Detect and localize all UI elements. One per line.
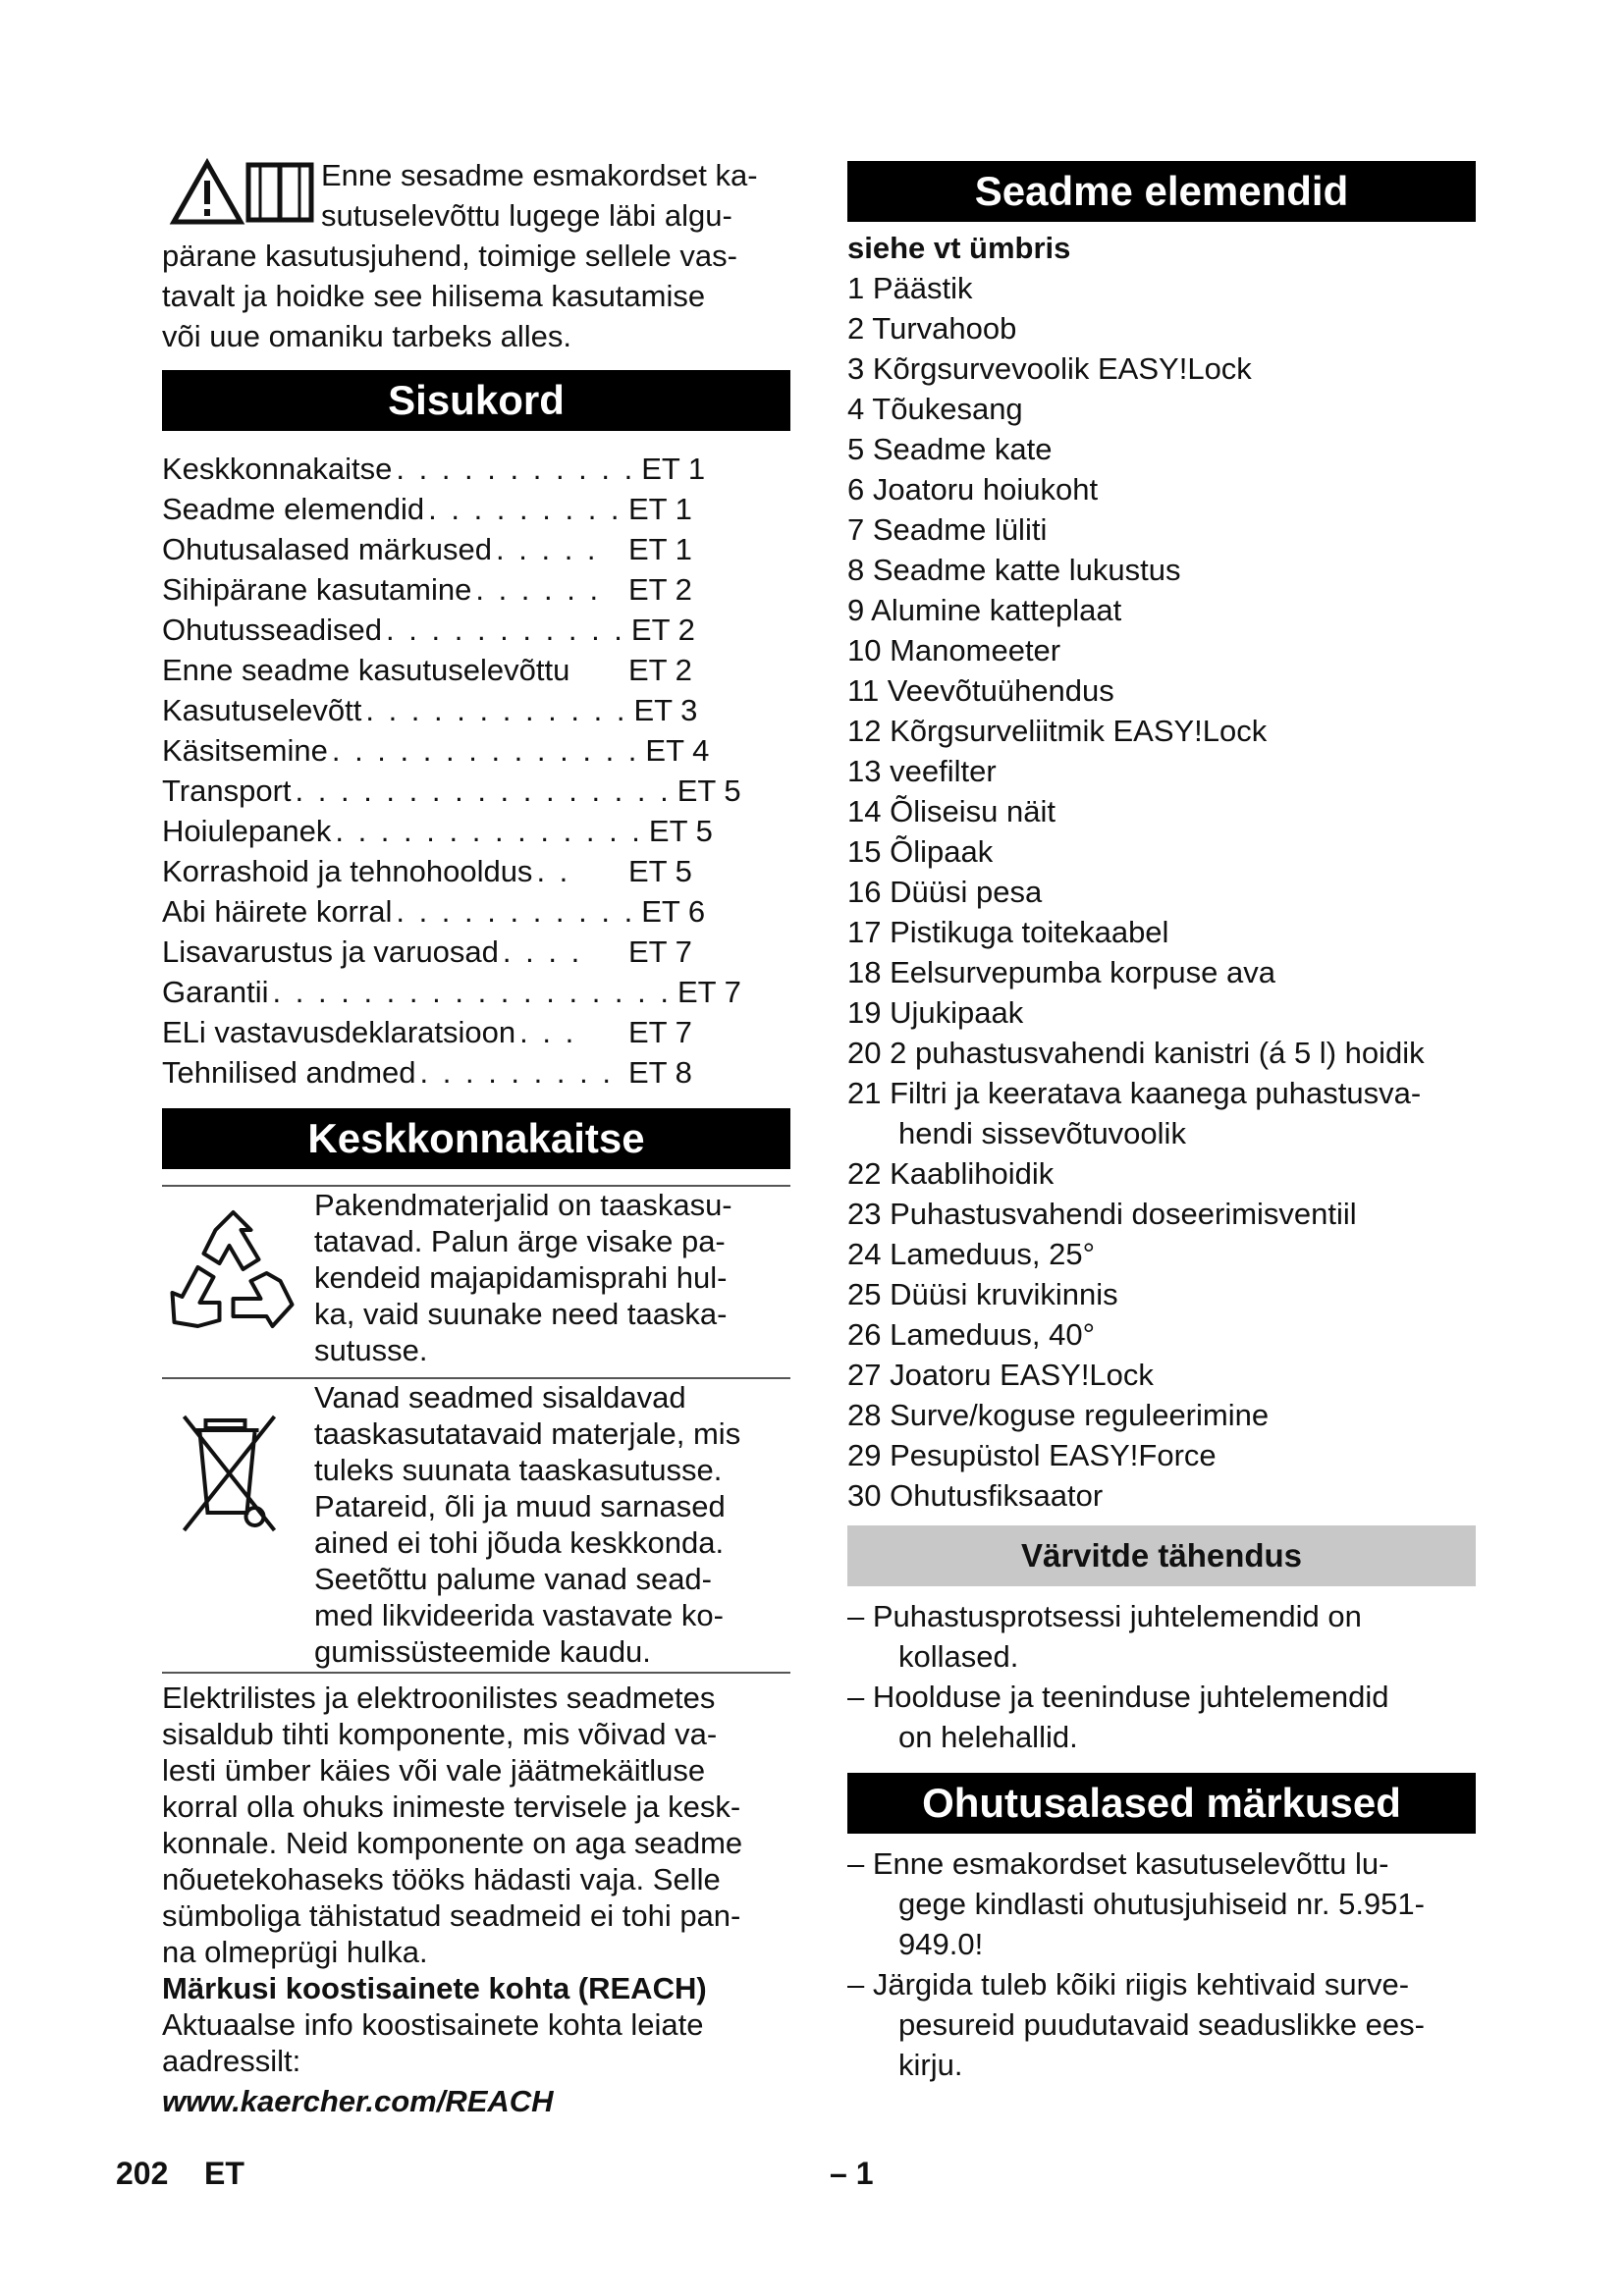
component-item: 4 Tõukesang: [847, 392, 1023, 426]
footer-center-page: – 1: [830, 2156, 874, 2191]
safety-item: [847, 1964, 1476, 2085]
env-text-line: ained ei tohi jõuda keskkonda.: [314, 1525, 725, 1560]
reach-text-line: aadressilt:: [162, 2044, 301, 2078]
safety-item-line: gege kindlasti ohutusjuhiseid nr. 5.951-: [898, 1887, 1425, 1921]
toc-item-page: ET 1: [628, 532, 692, 566]
reach-text-line: Aktuaalse info koostisainete kohta leiate: [162, 2007, 704, 2042]
components-list: [847, 268, 1476, 1073]
toc-item-title: Seadme elemendid: [162, 492, 425, 526]
toc-item-dots: . . . . . . . . . . .: [396, 894, 636, 929]
component-item: 2 Turvahoob: [847, 311, 1017, 346]
env-heading: Keskkonnakaitse: [162, 1108, 790, 1169]
toc-item-title: Hoiulepanek: [162, 814, 332, 848]
intro-line: sutuselevõttu lugege läbi algu-: [321, 198, 732, 233]
toc-item-page: ET 6: [641, 894, 706, 929]
toc-item[interactable]: [162, 529, 697, 569]
toc-item[interactable]: [162, 771, 741, 811]
toc-item-dots: [569, 650, 623, 690]
env-text-line: taaskasutatavaid materjale, mis: [314, 1416, 741, 1451]
warning-manual-icon: [170, 157, 317, 228]
toc-item-dots: . .: [536, 854, 571, 888]
toc-item-dots: . . . . . . . . . . .: [386, 613, 625, 647]
env-para-line: sisaldub tihti komponente, mis võivad va-: [162, 1717, 718, 1751]
component-item: 24 Lameduus, 25°: [847, 1237, 1095, 1271]
toc-item[interactable]: [162, 569, 697, 610]
component-item: 23 Puhastusvahendi doseerimisventiil: [847, 1197, 1357, 1231]
toc-item-title: Käsitsemine: [162, 733, 328, 768]
component-item: 25 Düüsi kruvikinnis: [847, 1277, 1118, 1311]
toc-item[interactable]: [162, 650, 697, 690]
toc-item-title: Sihipärane kasutamine: [162, 572, 472, 607]
component-item: 5 Seadme kate: [847, 432, 1053, 466]
toc-item[interactable]: [162, 851, 697, 891]
colors-item-line: – Puhastusprotsessi juhtelemendid on: [847, 1599, 1362, 1633]
toc-item-dots: . . . .: [502, 934, 583, 969]
component-item: 14 Õliseisu näit: [847, 794, 1056, 828]
toc-item-dots: . . . . . . . . . . .: [396, 452, 636, 486]
toc-item-title: Ohutusseadised: [162, 613, 383, 647]
reach-url[interactable]: www.kaercher.com/REACH: [162, 2084, 554, 2118]
toc-item[interactable]: [162, 1052, 697, 1093]
toc-item-page: ET 2: [628, 572, 692, 607]
env-paragraph: [162, 1680, 790, 2119]
env-para-line: konnale. Neid komponente on aga seadme: [162, 1826, 743, 1860]
toc-item-dots: . . . . . . . . .: [419, 1055, 614, 1090]
component-item: 12 Kõrgsurveliitmik EASY!Lock: [847, 714, 1268, 748]
toc-item-title: Ohutusalased märkused: [162, 532, 493, 566]
toc-item-page: ET 5: [628, 854, 692, 888]
toc-item[interactable]: [162, 690, 697, 730]
toc-item[interactable]: [162, 891, 706, 932]
env-disposal-box: [162, 1377, 790, 1674]
safety-list: [847, 1843, 1476, 2085]
toc-item[interactable]: [162, 972, 741, 1012]
toc-item-dots: . . . . . . . . . . . .: [365, 693, 628, 727]
component-item: 15 Õlipaak: [847, 834, 994, 869]
env-para-line: nõuetekohaseks tööks hädasti vaja. Selle: [162, 1862, 721, 1896]
safety-item-line: – Enne esmakordset kasutuselevõttu lu-: [847, 1846, 1389, 1881]
colors-item: [847, 1596, 1476, 1677]
safety-item-line: pesureid puudutavaid seaduslikke ees-: [898, 2007, 1425, 2042]
toc-item[interactable]: [162, 489, 697, 529]
toc-item-dots: . . . . . . . . . . . . . . . . .: [295, 774, 672, 808]
env-text-line: tatavad. Palun ärge visake pa-: [314, 1224, 726, 1258]
toc-item-page: ET 4: [645, 733, 710, 768]
weee-bin-icon: [162, 1403, 304, 1540]
env-text-line: sutusse.: [314, 1333, 428, 1367]
component-item: 6 Joatoru hoiukoht: [847, 472, 1099, 507]
component-item-line: 21 Filtri ja keeratava kaanega puhastusva-: [847, 1076, 1422, 1110]
toc-item-page: ET 7: [628, 934, 692, 969]
env-para-line: korral olla ohuks inimeste tervisele ja kesk-: [162, 1789, 741, 1824]
toc-item-dots: . . . . . . . . .: [428, 492, 623, 526]
toc-item[interactable]: [162, 610, 697, 650]
toc-item-page: ET 2: [628, 653, 692, 687]
component-item: 28 Surve/koguse reguleerimine: [847, 1398, 1270, 1432]
component-item: 13 veefilter: [847, 754, 997, 788]
component-item: 29 Pesupüstol EASY!Force: [847, 1438, 1217, 1472]
env-para-line: sümboliga tähistatud seadmeid ei tohi pan-: [162, 1898, 741, 1933]
right-column: [847, 155, 1476, 2085]
recycling-icon: [162, 1208, 304, 1346]
safety-item-line: 949.0!: [898, 1927, 984, 1961]
toc-item-page: ET 2: [630, 613, 695, 647]
toc-item[interactable]: [162, 1012, 697, 1052]
toc-item-page: ET 1: [641, 452, 706, 486]
component-item: 20 2 puhastusvahendi kanistri (á 5 l) hoidik: [847, 1036, 1425, 1070]
toc-item-dots: . . . . . . . . . . . . . .: [331, 733, 640, 768]
safety-heading: Ohutusalased märkused: [847, 1773, 1476, 1834]
env-text-line: med likvideerida vastavate ko-: [314, 1598, 724, 1632]
toc-item-page: ET 7: [677, 975, 741, 1009]
toc-item-page: ET 7: [628, 1015, 692, 1049]
component-item: 19 Ujukipaak: [847, 995, 1024, 1030]
colors-item-line: kollased.: [898, 1639, 1019, 1674]
component-item-line: hendi sissevõtuvoolik: [898, 1116, 1186, 1150]
component-item: 3 Kõrgsurvevoolik EASY!Lock: [847, 351, 1252, 386]
toc-item-title: Abi häirete korral: [162, 894, 393, 929]
colors-list: [847, 1596, 1476, 1757]
toc-item-page: ET 3: [633, 693, 698, 727]
component-item: 17 Pistikuga toitekaabel: [847, 915, 1169, 949]
env-text-line: ka, vaid suunake need taaska-: [314, 1297, 728, 1331]
intro-line: tavalt ja hoidke see hilisema kasutamise: [162, 279, 706, 313]
component-item: 30 Ohutusfiksaator: [847, 1478, 1104, 1513]
intro-line: pärane kasutusjuhend, toimige sellele vas-: [162, 239, 737, 273]
intro-notice: [162, 155, 790, 356]
toc-item-dots: . . . . . .: [475, 572, 602, 607]
colors-heading: Värvitde tähendus: [847, 1525, 1476, 1586]
component-item: 11 Veevõtuühendus: [847, 673, 1114, 708]
component-item: 7 Seadme lüliti: [847, 512, 1048, 547]
component-item-21: [847, 1073, 1476, 1153]
component-item: 1 Päästik: [847, 271, 973, 305]
toc-item-title: Korrashoid ja tehnohooldus: [162, 854, 533, 888]
component-item: 26 Lameduus, 40°: [847, 1317, 1095, 1352]
component-item: 8 Seadme katte lukustus: [847, 553, 1181, 587]
env-text-line: kendeid majapidamisprahi hul-: [314, 1260, 728, 1295]
toc-item-title: Lisavarustus ja varuosad: [162, 934, 499, 969]
safety-item: [847, 1843, 1476, 1964]
footer-language: ET: [204, 2156, 244, 2191]
component-item: 18 Eelsurvepumba korpuse ava: [847, 955, 1275, 989]
toc-item-page: ET 5: [648, 814, 713, 848]
toc-item-title: Tehnilised andmed: [162, 1055, 416, 1090]
components-list-continued: [847, 1153, 1476, 1516]
footer-page-number: 202: [116, 2156, 169, 2191]
toc-item[interactable]: [162, 730, 710, 771]
toc-item-title: Keskkonnakaitse: [162, 452, 393, 486]
env-text-line: tuleks suunata taaskasutusse.: [314, 1453, 723, 1487]
toc-item-dots: . . . . . . . . . . . . . .: [335, 814, 643, 848]
intro-line: või uue omaniku tarbeks alles.: [162, 319, 572, 353]
reach-heading: Märkusi koostisainete kohta (REACH): [162, 1971, 707, 2005]
left-column: [162, 155, 790, 2119]
toc-item-dots: . . . . .: [496, 532, 599, 566]
toc-item-title: Transport: [162, 774, 292, 808]
toc-item[interactable]: [162, 932, 697, 972]
toc-item-title: Kasutuselevõtt: [162, 693, 362, 727]
env-para-line: lesti ümber käies või vale jäätmekäitluse: [162, 1753, 706, 1788]
component-item: 22 Kaablihoidik: [847, 1156, 1055, 1191]
toc-item-dots: . . .: [519, 1015, 577, 1049]
component-item: 9 Alumine katteplaat: [847, 593, 1122, 627]
toc-item-title: Enne seadme kasutuselevõttu: [162, 653, 570, 687]
env-text-line: Seetõttu palume vanad sead-: [314, 1562, 712, 1596]
env-para-line: Elektrilistes ja elektroonilistes seadmetes: [162, 1681, 716, 1715]
toc-item[interactable]: [162, 449, 706, 489]
safety-item-line: – Järgida tuleb kõiki riigis kehtivaid surve-: [847, 1967, 1410, 2002]
colors-item-line: – Hoolduse ja teeninduse juhtelemendid: [847, 1680, 1389, 1714]
toc-heading: Sisukord: [162, 370, 790, 431]
safety-item-line: kirju.: [898, 2048, 963, 2082]
components-heading: Seadme elemendid: [847, 161, 1476, 222]
toc-item[interactable]: [162, 811, 713, 851]
colors-item-line: on helehallid.: [898, 1720, 1078, 1754]
toc-item-page: ET 8: [628, 1055, 692, 1090]
env-packaging-box: [162, 1185, 790, 1377]
components-subtitle: siehe vt ümbris: [847, 231, 1071, 265]
toc-item-dots: . . . . . . . . . . . . . . . . . .: [272, 975, 672, 1009]
intro-line: Enne sesadme esmakordset ka-: [321, 158, 758, 192]
toc-item-page: ET 5: [677, 774, 741, 808]
toc-item-title: Garantii: [162, 975, 269, 1009]
component-item: 27 Joatoru EASY!Lock: [847, 1358, 1154, 1392]
env-text-line: Patareid, õli ja muud sarnased: [314, 1489, 726, 1523]
env-text-line: Vanad seadmed sisaldavad: [314, 1380, 686, 1415]
env-text-line: gumissüsteemide kaudu.: [314, 1634, 651, 1669]
colors-item: [847, 1677, 1476, 1757]
toc-item-page: ET 1: [628, 492, 692, 526]
table-of-contents: [162, 449, 790, 1093]
component-item: 10 Manomeeter: [847, 633, 1061, 667]
env-para-line: na olmeprügi hulka.: [162, 1935, 428, 1969]
env-text-line: Pakendmaterjalid on taaskasu-: [314, 1188, 732, 1222]
toc-item-title: ELi vastavusdeklaratsioon: [162, 1015, 516, 1049]
component-item: 16 Düüsi pesa: [847, 875, 1043, 909]
